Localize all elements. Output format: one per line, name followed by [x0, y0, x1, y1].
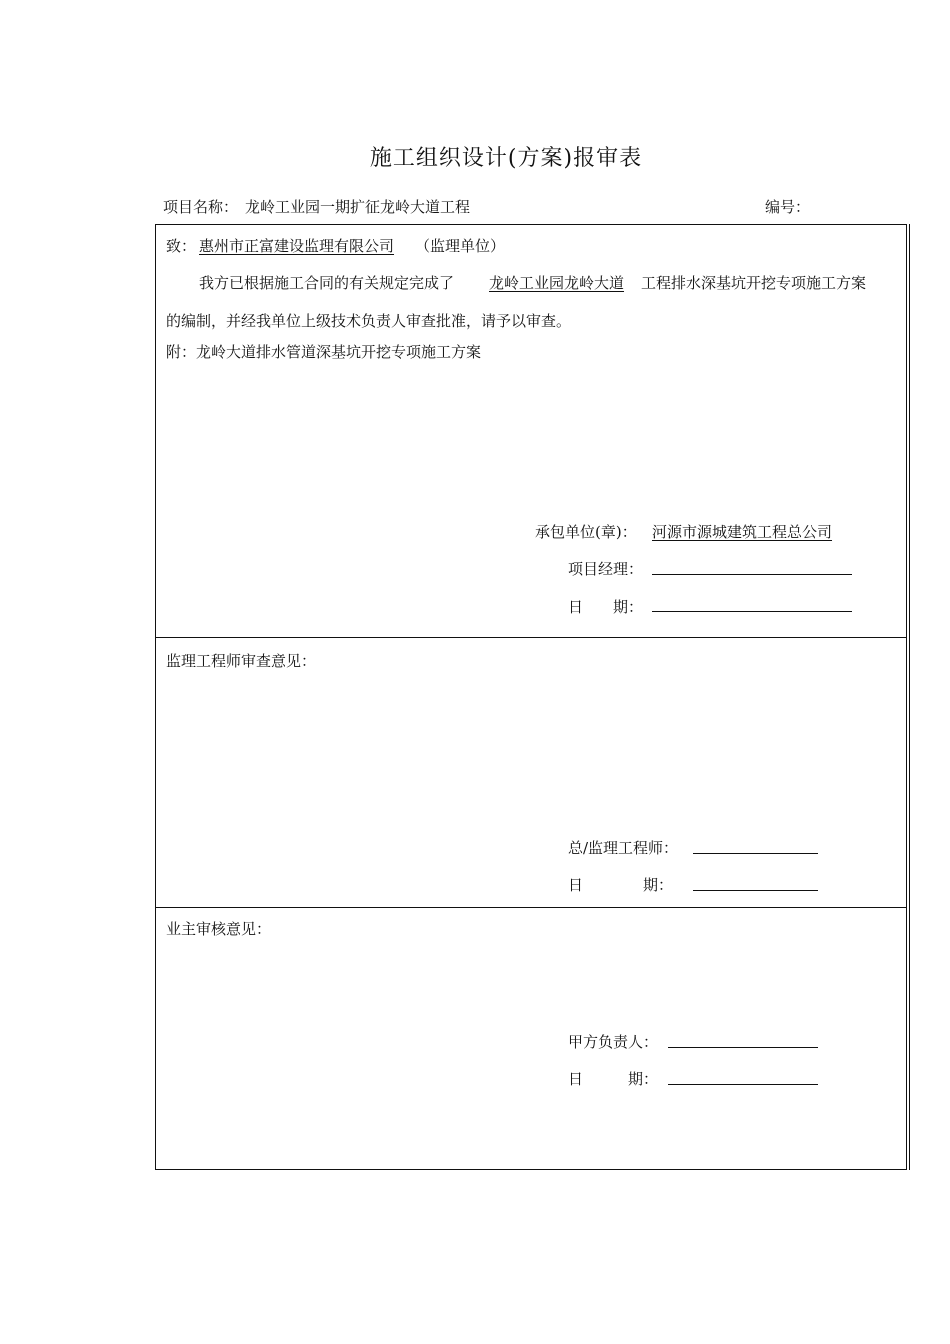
owner-signature-line[interactable] [668, 1047, 818, 1048]
body-line1-suffix: 工程排水深基坑开挖专项施工方案 [641, 274, 867, 292]
engineer-signature-line[interactable] [693, 853, 818, 854]
supervisor-suffix: （监理单位） [415, 237, 506, 255]
body-line1-project: 龙岭工业园龙岭大道 [489, 274, 625, 292]
project-name: 龙岭工业园一期扩征龙岭大道工程 [245, 198, 471, 216]
table-top-border [155, 224, 907, 225]
engineer-label: 总/监理工程师： [568, 839, 679, 857]
section-divider-2 [155, 907, 907, 908]
body-line2: 的编制，并经我单位上级技术负责人审查批准，请予以审查。 [166, 312, 572, 330]
manager-signature-line[interactable] [652, 574, 852, 575]
project-label: 项目名称： [163, 198, 239, 216]
section-divider-1 [155, 637, 907, 638]
body-line1-prefix: 我方已根据施工合同的有关规定完成了 [199, 274, 455, 292]
table-left-border [155, 224, 156, 1170]
form-title: 施工组织设计(方案)报审表 [369, 146, 643, 171]
supervisor-opinion-label: 监理工程师审查意见： [166, 652, 317, 670]
owner-opinion-label: 业主审核意见： [166, 920, 272, 938]
to-label: 致： [166, 237, 197, 255]
date-label: 日 期： [568, 598, 644, 616]
supervisor-date-label: 日 期： [568, 876, 674, 894]
table-right-border-outer [909, 224, 910, 1170]
date-signature-line[interactable] [652, 611, 852, 612]
attachment-text: 附：龙岭大道排水管道深基坑开挖专项施工方案 [166, 343, 482, 361]
contractor-name: 河源市源城建筑工程总公司 [652, 523, 833, 541]
supervisor-company: 惠州市正富建设监理有限公司 [199, 237, 395, 255]
table-bottom-border [155, 1169, 907, 1170]
manager-label: 项目经理： [568, 560, 644, 578]
number-label: 编号： [765, 198, 811, 216]
owner-label: 甲方负责人： [568, 1033, 659, 1051]
contractor-label: 承包单位(章)： [535, 523, 637, 541]
owner-date-label: 日 期： [568, 1070, 659, 1088]
table-right-border [906, 224, 907, 1170]
owner-date-line[interactable] [668, 1084, 818, 1085]
supervisor-date-line[interactable] [693, 890, 818, 891]
